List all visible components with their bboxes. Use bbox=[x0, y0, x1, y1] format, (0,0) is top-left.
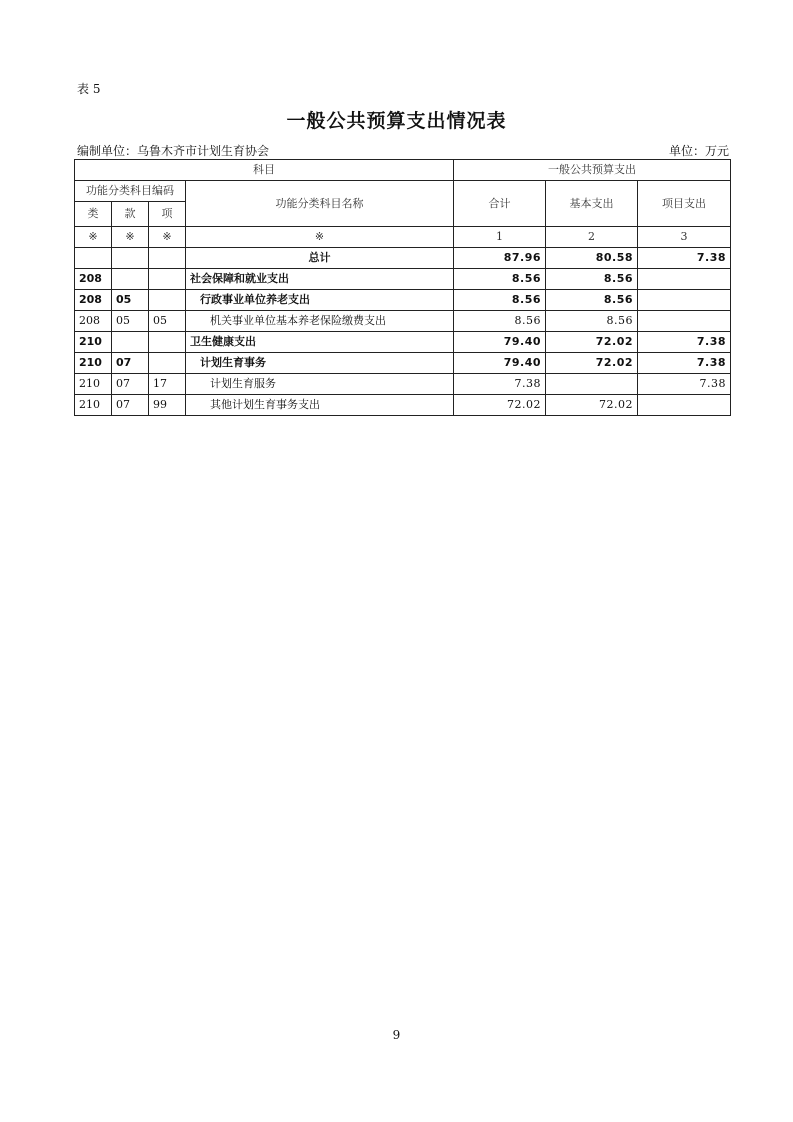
money-unit: 单位：万元 bbox=[668, 144, 729, 158]
basic-cell: 72.02 bbox=[546, 395, 638, 416]
budget-table bbox=[74, 159, 731, 416]
total-cell: 8.56 bbox=[454, 311, 546, 332]
basic-cell: 8.56 bbox=[546, 311, 638, 332]
kuan-cell: 07 bbox=[112, 353, 149, 374]
total-header: 合计 bbox=[454, 181, 546, 227]
lei-cell: 210 bbox=[75, 353, 112, 374]
kuan-header: 款 bbox=[112, 202, 149, 227]
table-number: 表 5 bbox=[77, 82, 101, 96]
project-cell: 7.38 bbox=[638, 353, 731, 374]
index-cell: 3 bbox=[638, 227, 731, 248]
name-cell: 总计 bbox=[186, 248, 454, 269]
name-cell: 其他计划生育事务支出 bbox=[186, 395, 454, 416]
basic-cell bbox=[546, 374, 638, 395]
project-cell bbox=[638, 290, 731, 311]
table-row bbox=[75, 290, 731, 311]
lei-cell: 208 bbox=[75, 269, 112, 290]
table-row bbox=[75, 269, 731, 290]
total-cell: 79.40 bbox=[454, 332, 546, 353]
total-cell: 72.02 bbox=[454, 395, 546, 416]
project-cell bbox=[638, 269, 731, 290]
name-cell: 计划生育服务 bbox=[186, 374, 454, 395]
xiang-cell bbox=[149, 353, 186, 374]
lei-cell: 210 bbox=[75, 332, 112, 353]
project-cell bbox=[638, 311, 731, 332]
total-cell: 8.56 bbox=[454, 269, 546, 290]
table-row bbox=[75, 248, 731, 269]
table-row bbox=[75, 311, 731, 332]
subject-header: 科目 bbox=[75, 160, 454, 181]
compiling-unit: 编制单位：乌鲁木齐市计划生育协会 bbox=[77, 144, 270, 158]
lei-header: 类 bbox=[75, 202, 112, 227]
basic-cell: 8.56 bbox=[546, 269, 638, 290]
name-cell: 计划生育事务 bbox=[186, 353, 454, 374]
kuan-cell: 05 bbox=[112, 311, 149, 332]
mark-cell: ※ bbox=[75, 227, 112, 248]
kuan-cell bbox=[112, 332, 149, 353]
project-cell: 7.38 bbox=[638, 248, 731, 269]
basic-header: 基本支出 bbox=[546, 181, 638, 227]
kuan-cell: 07 bbox=[112, 395, 149, 416]
kuan-cell: 07 bbox=[112, 374, 149, 395]
code-group-header: 功能分类科目编码 bbox=[75, 181, 186, 202]
table-row bbox=[75, 374, 731, 395]
total-cell: 87.96 bbox=[454, 248, 546, 269]
budget-group-header: 一般公共预算支出 bbox=[454, 160, 731, 181]
page-number: 9 bbox=[392, 1028, 401, 1042]
xiang-cell bbox=[149, 269, 186, 290]
basic-cell: 72.02 bbox=[546, 332, 638, 353]
lei-cell: 210 bbox=[75, 374, 112, 395]
kuan-cell bbox=[112, 269, 149, 290]
total-cell: 8.56 bbox=[454, 290, 546, 311]
project-cell: 7.38 bbox=[638, 332, 731, 353]
index-cell: 2 bbox=[546, 227, 638, 248]
lei-cell: 208 bbox=[75, 290, 112, 311]
basic-cell: 80.58 bbox=[546, 248, 638, 269]
mark-cell: ※ bbox=[112, 227, 149, 248]
name-header: 功能分类科目名称 bbox=[186, 181, 454, 227]
total-cell: 79.40 bbox=[454, 353, 546, 374]
name-cell: 机关事业单位基本养老保险缴费支出 bbox=[186, 311, 454, 332]
project-header: 项目支出 bbox=[638, 181, 731, 227]
name-cell: 卫生健康支出 bbox=[186, 332, 454, 353]
basic-cell: 8.56 bbox=[546, 290, 638, 311]
mark-cell: ※ bbox=[186, 227, 454, 248]
meta-row bbox=[77, 142, 729, 158]
header-row-1 bbox=[75, 160, 731, 181]
index-cell: 1 bbox=[454, 227, 546, 248]
xiang-cell: 05 bbox=[149, 311, 186, 332]
xiang-cell bbox=[149, 290, 186, 311]
lei-cell bbox=[75, 248, 112, 269]
mark-cell: ※ bbox=[149, 227, 186, 248]
project-cell: 7.38 bbox=[638, 374, 731, 395]
table-row bbox=[75, 332, 731, 353]
kuan-cell: 05 bbox=[112, 290, 149, 311]
basic-cell: 72.02 bbox=[546, 353, 638, 374]
name-cell: 社会保障和就业支出 bbox=[186, 269, 454, 290]
table-row bbox=[75, 353, 731, 374]
lei-cell: 208 bbox=[75, 311, 112, 332]
xiang-header: 项 bbox=[149, 202, 186, 227]
xiang-cell: 99 bbox=[149, 395, 186, 416]
lei-cell: 210 bbox=[75, 395, 112, 416]
xiang-cell: 17 bbox=[149, 374, 186, 395]
xiang-cell bbox=[149, 332, 186, 353]
page-title: 一般公共预算支出情况表 bbox=[286, 110, 507, 132]
xiang-cell bbox=[149, 248, 186, 269]
header-row-2 bbox=[75, 181, 731, 202]
index-row bbox=[75, 227, 731, 248]
name-cell: 行政事业单位养老支出 bbox=[186, 290, 454, 311]
kuan-cell bbox=[112, 248, 149, 269]
project-cell bbox=[638, 395, 731, 416]
total-cell: 7.38 bbox=[454, 374, 546, 395]
table-row bbox=[75, 395, 731, 416]
